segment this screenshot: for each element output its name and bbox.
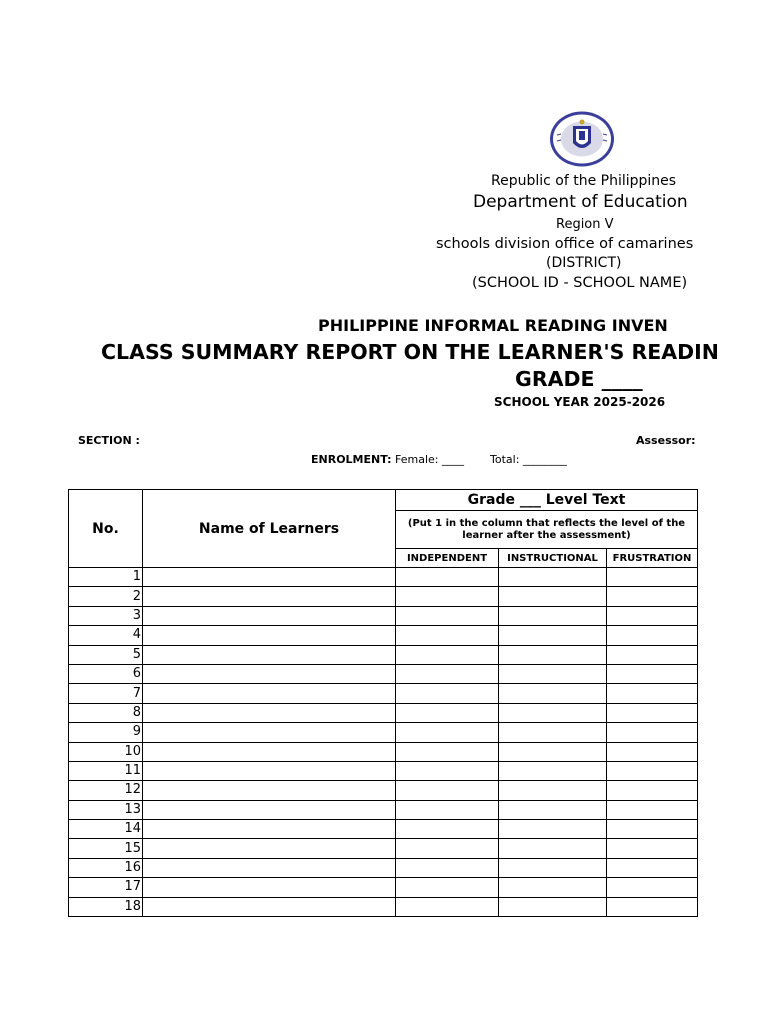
table-row	[69, 742, 698, 761]
independent-cell[interactable]	[396, 568, 499, 587]
learner-name-cell[interactable]	[143, 587, 396, 606]
class-summary-table	[68, 489, 698, 917]
independent-cell[interactable]	[396, 761, 499, 780]
table-row	[69, 645, 698, 664]
instructional-cell[interactable]	[499, 820, 607, 839]
frustration-cell[interactable]	[607, 858, 698, 877]
row-number: 13	[69, 800, 143, 819]
title-line-1: PHILIPPINE INFORMAL READING INVEN	[318, 316, 668, 335]
frustration-cell[interactable]	[607, 820, 698, 839]
independent-cell[interactable]	[396, 587, 499, 606]
row-number: 7	[69, 684, 143, 703]
department-line: Department of Education	[473, 192, 688, 212]
row-number: 6	[69, 664, 143, 683]
independent-cell[interactable]	[396, 723, 499, 742]
learner-name-cell[interactable]	[143, 664, 396, 683]
table-row	[69, 781, 698, 800]
total-field: Total: ________	[490, 453, 567, 466]
learner-name-cell[interactable]	[143, 742, 396, 761]
learner-name-cell[interactable]	[143, 858, 396, 877]
row-number: 11	[69, 761, 143, 780]
frustration-cell[interactable]	[607, 742, 698, 761]
table-row	[69, 664, 698, 683]
independent-cell[interactable]	[396, 839, 499, 858]
table-row	[69, 761, 698, 780]
row-number: 16	[69, 858, 143, 877]
instructional-cell[interactable]	[499, 587, 607, 606]
learner-name-cell[interactable]	[143, 781, 396, 800]
independent-cell[interactable]	[396, 897, 499, 916]
frustration-cell[interactable]	[607, 897, 698, 916]
col-header-name: Name of Learners	[143, 490, 396, 568]
table-row	[69, 723, 698, 742]
independent-cell[interactable]	[396, 684, 499, 703]
row-number: 12	[69, 781, 143, 800]
frustration-cell[interactable]	[607, 723, 698, 742]
learner-name-cell[interactable]	[143, 800, 396, 819]
col-header-no: No.	[69, 490, 143, 568]
enrolment-line	[311, 453, 567, 466]
independent-cell[interactable]	[396, 742, 499, 761]
enrolment-label: ENROLMENT:	[311, 453, 392, 466]
learner-name-cell[interactable]	[143, 703, 396, 722]
learner-name-cell[interactable]	[143, 645, 396, 664]
row-number: 14	[69, 820, 143, 839]
learner-name-cell[interactable]	[143, 626, 396, 645]
frustration-cell[interactable]	[607, 587, 698, 606]
row-number: 3	[69, 606, 143, 625]
row-number: 18	[69, 897, 143, 916]
title-line-2: CLASS SUMMARY REPORT ON THE LEARNER'S READIN	[101, 340, 719, 364]
learner-name-cell[interactable]	[143, 684, 396, 703]
independent-cell[interactable]	[396, 820, 499, 839]
table-row	[69, 800, 698, 819]
row-number: 17	[69, 878, 143, 897]
instructional-cell[interactable]	[499, 568, 607, 587]
table-row	[69, 626, 698, 645]
frustration-cell[interactable]	[607, 761, 698, 780]
independent-cell[interactable]	[396, 858, 499, 877]
frustration-cell[interactable]	[607, 703, 698, 722]
learner-name-cell[interactable]	[143, 878, 396, 897]
independent-cell[interactable]	[396, 703, 499, 722]
frustration-cell[interactable]	[607, 684, 698, 703]
independent-cell[interactable]	[396, 800, 499, 819]
instructional-cell[interactable]	[499, 703, 607, 722]
learner-name-cell[interactable]	[143, 839, 396, 858]
instructional-cell[interactable]	[499, 761, 607, 780]
instructional-cell[interactable]	[499, 742, 607, 761]
deped-seal-icon	[548, 110, 616, 168]
row-number: 4	[69, 626, 143, 645]
learner-name-cell[interactable]	[143, 761, 396, 780]
instructional-cell[interactable]	[499, 878, 607, 897]
grade-level-header: Grade ___ Level Text	[396, 490, 698, 511]
instructional-cell[interactable]	[499, 781, 607, 800]
school-year: SCHOOL YEAR 2025-2026	[494, 395, 666, 409]
instructional-cell[interactable]	[499, 684, 607, 703]
learner-name-cell[interactable]	[143, 723, 396, 742]
independent-cell[interactable]	[396, 781, 499, 800]
table-row	[69, 606, 698, 625]
instructional-cell[interactable]	[499, 897, 607, 916]
instructional-cell[interactable]	[499, 664, 607, 683]
frustration-cell[interactable]	[607, 606, 698, 625]
division-line: schools division office of camarines	[436, 236, 694, 252]
instructional-cell[interactable]	[499, 858, 607, 877]
frustration-cell[interactable]	[607, 626, 698, 645]
learner-name-cell[interactable]	[143, 568, 396, 587]
frustration-cell[interactable]	[607, 839, 698, 858]
instruction-note: (Put 1 in the column that reflects the level of the learner after the assessment)	[396, 511, 698, 549]
independent-cell[interactable]	[396, 626, 499, 645]
table-row	[69, 684, 698, 703]
row-number: 9	[69, 723, 143, 742]
school-line: (SCHOOL ID - SCHOOL NAME)	[472, 275, 688, 291]
title-grade: GRADE ____	[515, 367, 643, 391]
instructional-cell[interactable]	[499, 626, 607, 645]
frustration-cell[interactable]	[607, 878, 698, 897]
section-label: SECTION :	[78, 434, 140, 447]
independent-cell[interactable]	[396, 645, 499, 664]
learner-name-cell[interactable]	[143, 897, 396, 916]
row-number: 2	[69, 587, 143, 606]
instructional-cell[interactable]	[499, 606, 607, 625]
row-number: 5	[69, 645, 143, 664]
assessor-label: Assessor:	[636, 434, 696, 447]
frustration-cell[interactable]	[607, 568, 698, 587]
learner-name-cell[interactable]	[143, 606, 396, 625]
learner-name-cell[interactable]	[143, 820, 396, 839]
region-line: Region V	[556, 217, 614, 232]
frustration-cell[interactable]	[607, 781, 698, 800]
table-row	[69, 878, 698, 897]
table-row	[69, 897, 698, 916]
table-row	[69, 839, 698, 858]
col-header-instructional: INSTRUCTIONAL	[499, 549, 607, 568]
instructional-cell[interactable]	[499, 800, 607, 819]
frustration-cell[interactable]	[607, 664, 698, 683]
independent-cell[interactable]	[396, 664, 499, 683]
female-field: Female: ____	[395, 453, 465, 466]
row-number: 1	[69, 568, 143, 587]
instructional-cell[interactable]	[499, 723, 607, 742]
table-row	[69, 568, 698, 587]
table-row	[69, 703, 698, 722]
frustration-cell[interactable]	[607, 800, 698, 819]
table-row	[69, 587, 698, 606]
row-number: 10	[69, 742, 143, 761]
row-number: 8	[69, 703, 143, 722]
col-header-frustration: FRUSTRATION	[607, 549, 698, 568]
table-row	[69, 858, 698, 877]
instructional-cell[interactable]	[499, 645, 607, 664]
table-row	[69, 820, 698, 839]
frustration-cell[interactable]	[607, 645, 698, 664]
independent-cell[interactable]	[396, 606, 499, 625]
instructional-cell[interactable]	[499, 839, 607, 858]
district-line: (DISTRICT)	[546, 255, 622, 271]
republic-line: Republic of the Philippines	[491, 173, 677, 189]
independent-cell[interactable]	[396, 878, 499, 897]
row-number: 15	[69, 839, 143, 858]
col-header-independent: INDEPENDENT	[396, 549, 499, 568]
